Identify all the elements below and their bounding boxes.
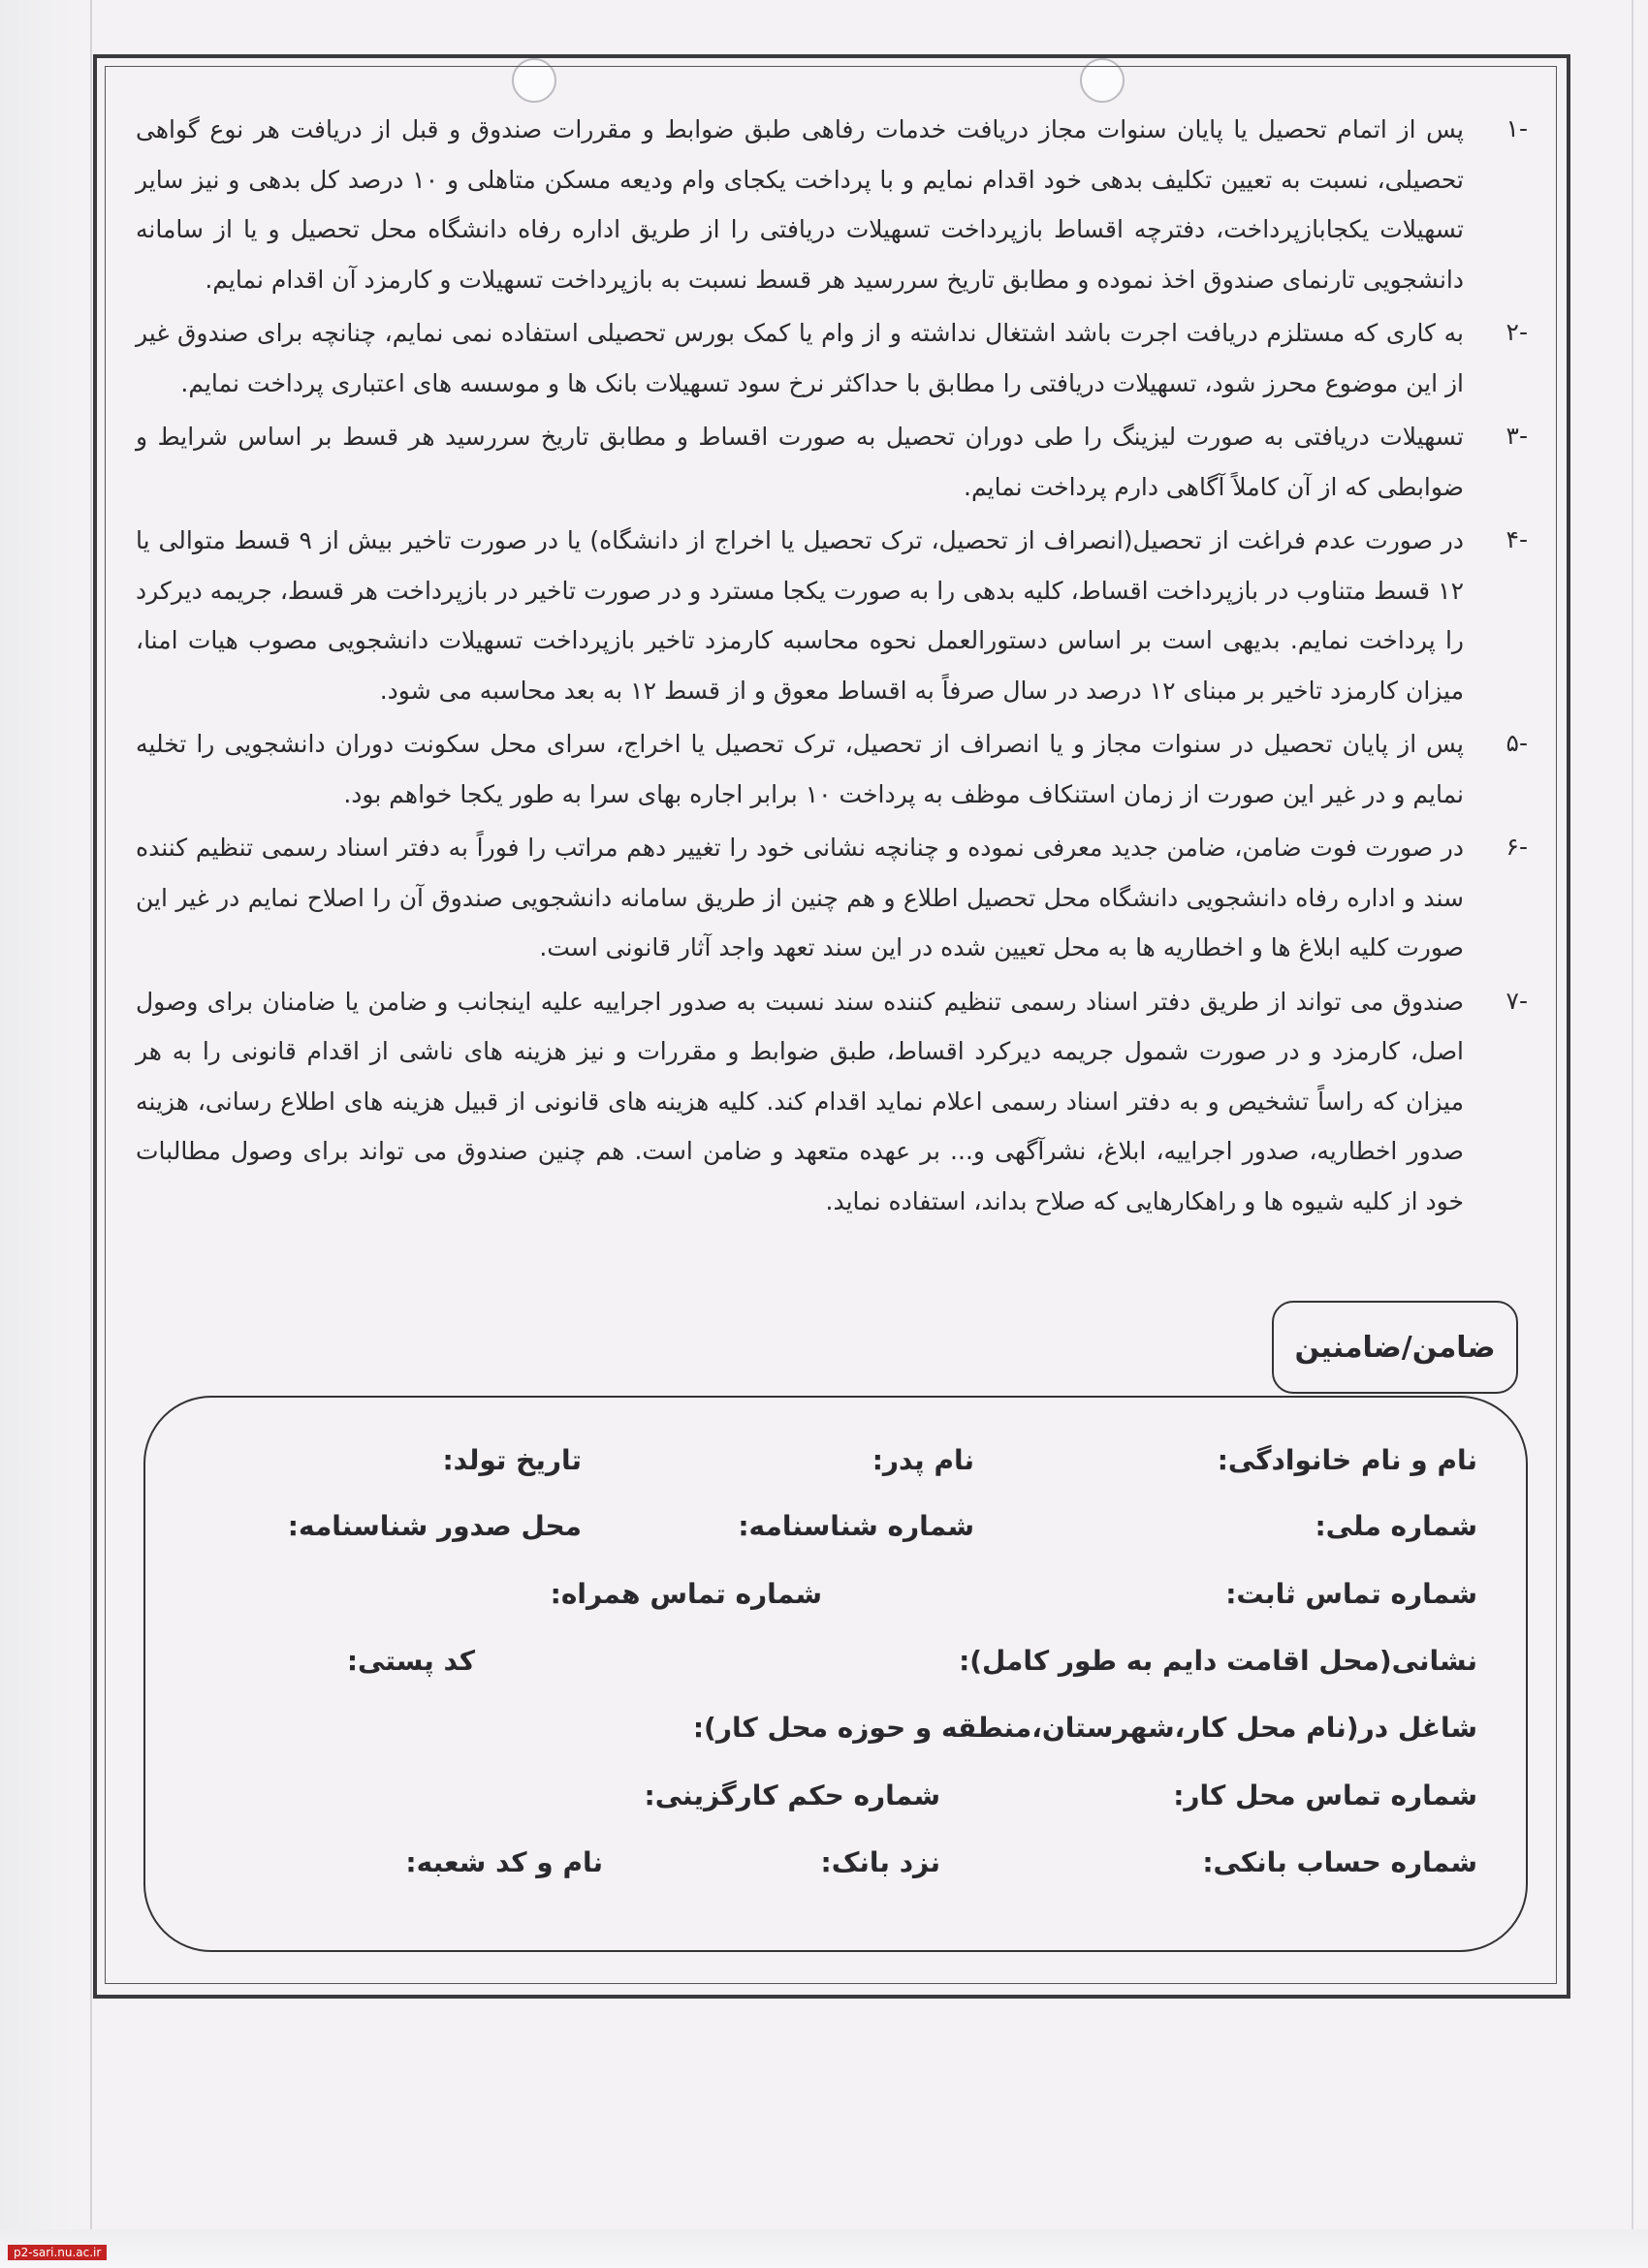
clauses-list <box>136 105 1532 1230</box>
clause-4 <box>136 516 1532 715</box>
field-birth-date: تاریخ تولد: <box>442 1444 582 1476</box>
clause-text: تسهیلات دریافتی به صورت لیزینگ را طی دوران تحصیل به صورت اقساط و مطابق تاریخ سررسید هر قسط بر اساس شرایط و ضوابطی که از آن کاملاً آگاهی دارم پرداخت نمایم. <box>136 423 1464 501</box>
clause-text: به کاری که مستلزم دریافت اجرت باشد اشتغال نداشته و از وام یا کمک بورس تحصیلی استفاده نمی نمایم، چنانچه برای صندوق غیر از این موضوع محرز شود، تسهیلات دریافتی را مطابق با حداکثر نرخ سود تسهیلات بانک ها و موسسه های اعتباری پرداخت نمایم. <box>136 319 1464 397</box>
clause-text: پس از اتمام تحصیل یا پایان سنوات مجاز دریافت خدمات رفاهی طبق ضوابط و مقررات صندوق و قبل از دریافت هر نوع گواهی تحصیلی، نسبت به تعیین تکلیف بدهی خود اقدام نمایم و با پرداخت یکجای وام ودیعه مسکن متاهلی و ۱۰ درصد کل بدهی و نیز سایر تسهیلات یکجابازپرداخت، دفترچه اقساط بازپرداخت تسهیلات دریافتی را از طریق اداره رفاه دانشگاه محل تحصیل و یا از سامانه دانشجویی تارنمای صندوق اخذ نموده و مطابق تاریخ سررسید هر قسط نسبت به بازپرداخت تسهیلات و کارمزد آن اقدام نمایم. <box>136 115 1464 294</box>
guarantor-heading-label: ضامن/ضامنین <box>1294 1330 1496 1365</box>
field-national-id: شماره ملی: <box>1315 1510 1477 1542</box>
clause-number: -۳ <box>1505 422 1528 450</box>
field-mobile: شماره تماس همراه: <box>550 1578 822 1610</box>
clause-number: -۴ <box>1505 525 1528 553</box>
scan-bottom-edge <box>0 2229 1648 2268</box>
field-hiring-order: شماره حکم کارگزینی: <box>644 1780 940 1811</box>
clause-5 <box>136 719 1532 819</box>
field-full-name: نام و نام خانوادگی: <box>1217 1444 1477 1476</box>
clause-1 <box>136 105 1532 304</box>
clause-3 <box>136 412 1532 512</box>
field-employment: شاغل در(نام محل کار،شهرستان،منطقه و حوزه محل کار): <box>692 1712 1477 1744</box>
clause-number: -۵ <box>1505 729 1528 757</box>
clause-text: صندوق می تواند از طریق دفتر اسناد رسمی تنظیم کننده سند نسبت به صدور اجراییه علیه اینجانب و ضامن یا ضامنان برای وصول اصل، کارمزد و در صورت شمول جریمه دیرکرد اقساط، طبق ضوابط و مقررات و نیز هزینه های ناشی از اقدام قانونی را به هر میزان که راساً تشخیص و به دفتر اسناد رسمی اعلام نماید اقدام کند. کلیه هزینه های قانونی از قبیل هزینه های اطلاع رسانی، هزینه صدور اخطاریه، صدور اجراییه، ابلاغ، نشرآگهی و... بر عهده متعهد و ضامن است. هم چنین صندوق می تواند برای وصول مطالبات خود از کلیه شیوه ها و راهکارهایی که صلاح بداند، استفاده نماید. <box>136 987 1464 1215</box>
field-bank-name: نزد بانک: <box>820 1846 940 1878</box>
clause-text: در صورت عدم فراغت از تحصیل(انصراف از تحصیل، ترک تحصیل یا اخراج از دانشگاه) یا در صورت تاخیر بیش از ۹ قسط متوالی یا ۱۲ قسط متناوب در بازپرداخت اقساط، کلیه بدهی را به صورت یکجا مسترد و در صورت تاخیر در بازپرداخت هر قسط، جریمه دیرکرد را پرداخت نمایم. بدیهی است بر اساس دستورالعمل نحوه محاسبه کارمزد تاخیر بازپرداخت تسهیلات دانشجویی مصوب هیات امنا، میزان کارمزد تاخیر بر مبنای ۱۲ درصد در سال صرفاً به اقساط معوق و از قسط ۱۲ به بعد محاسبه می شود. <box>136 526 1465 705</box>
page-edge-right <box>1632 0 1633 2229</box>
clause-number: -۶ <box>1505 833 1528 861</box>
source-watermark: p2-sari.nu.ac.ir <box>8 2245 107 2260</box>
field-id-number: شماره شناسنامه: <box>738 1510 974 1542</box>
clause-7 <box>136 977 1532 1227</box>
clause-2 <box>136 308 1532 408</box>
field-work-phone: شماره تماس محل کار: <box>1173 1780 1477 1811</box>
field-bank-account: شماره حساب بانکی: <box>1202 1846 1477 1878</box>
clause-number: -۱ <box>1505 114 1528 142</box>
scan-margin <box>0 0 92 2268</box>
field-postal-code: کد پستی: <box>346 1645 475 1677</box>
clause-number: -۲ <box>1505 318 1528 346</box>
page-edge-left <box>90 0 92 2229</box>
field-id-issue-place: محل صدور شناسنامه: <box>287 1510 582 1542</box>
clause-text: در صورت فوت ضامن، ضامن جدید معرفی نموده و چنانچه نشانی خود را تغییر دهم مراتب را فوراً به دفتر اسناد رسمی تنظیم کننده سند و اداره رفاه دانشجویی دانشگاه محل تحصیل اطلاع و هم چنین از طریق سامانه دانشجویی صندوق آن را اصلاح نمایم در غیر این صورت کلیه ابلاغ ها و اخطاریه ها به محل تعیین شده در این سند تعهد واجد آثار قانونی است. <box>136 834 1464 961</box>
clause-6 <box>136 823 1532 973</box>
guarantor-heading <box>1272 1301 1518 1394</box>
field-father-name: نام پدر: <box>872 1444 974 1476</box>
clause-number: -۷ <box>1505 986 1528 1015</box>
field-branch: نام و کد شعبه: <box>405 1846 603 1878</box>
field-address: نشانی(محل اقامت دایم به طور کامل): <box>959 1645 1477 1677</box>
clause-text: پس از پایان تحصیل در سنوات مجاز و یا انصراف از تحصیل، ترک تحصیل یا اخراج، سرای محل سکونت دوران دانشجویی را تخلیه نمایم و در غیر این صورت از زمان استنکاف موظف به پرداخت ۱۰ برابر اجاره بهای سرا به طور یکجا خواهم بود. <box>136 730 1464 808</box>
field-landline: شماره تماس ثابت: <box>1225 1578 1477 1610</box>
